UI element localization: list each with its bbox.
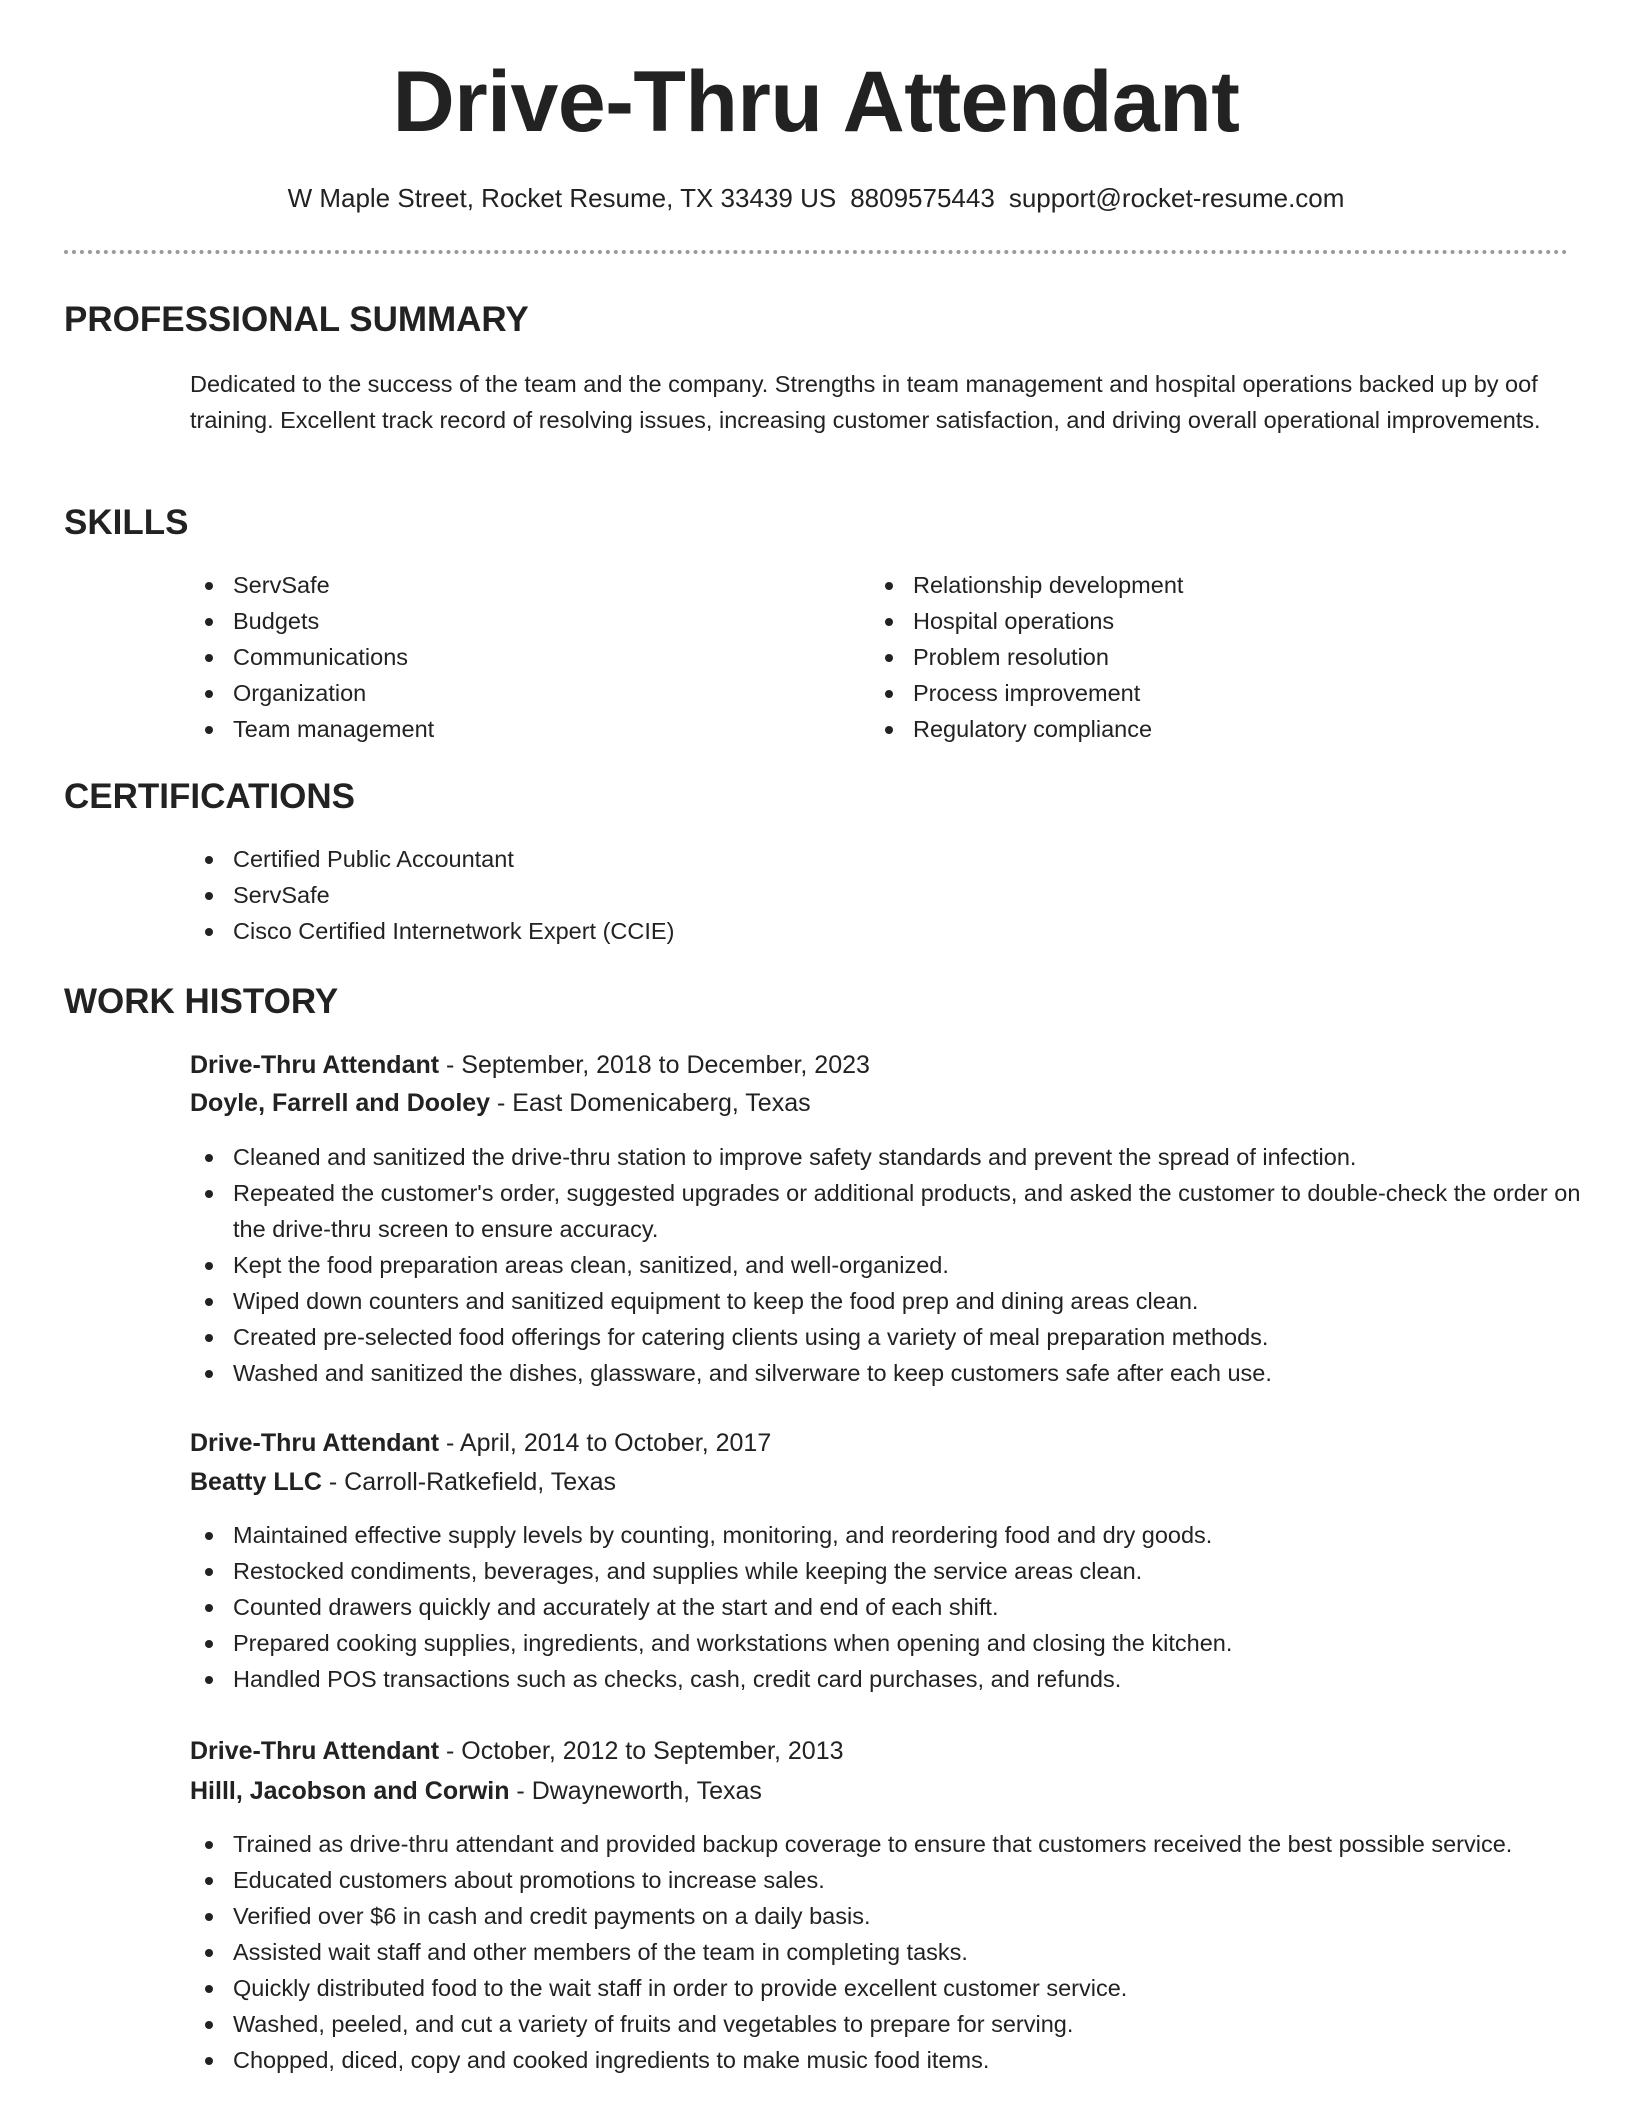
job-location: - Dwayneworth, Texas — [509, 1777, 762, 1805]
job-bullet: Assisted wait staff and other members of the team in completing tasks. — [233, 1934, 1603, 1970]
section-title-skills: SKILLS — [64, 503, 189, 542]
contact-address: W Maple Street, Rocket Resume, TX 33439 US — [287, 183, 837, 213]
skill-item: Budgets — [233, 603, 853, 639]
certification-item: Cisco Certified Internetwork Expert (CCIE) — [233, 913, 1603, 949]
skill-item: Hospital operations — [913, 603, 1593, 639]
skill-item: Team management — [233, 711, 853, 747]
job-bullet: Verified over $6 in cash and credit payments on a daily basis. — [233, 1898, 1603, 1934]
header-divider — [64, 250, 1568, 254]
section-title-work-history: WORK HISTORY — [64, 982, 339, 1021]
certification-item: Certified Public Accountant — [233, 841, 1603, 877]
contact-line — [0, 180, 1632, 216]
job-bullet: Created pre-selected food offerings for catering clients using a variety of meal preparation methods. — [233, 1319, 1603, 1355]
job-bullet: Washed, peeled, and cut a variety of fruits and vegetables to prepare for serving. — [233, 2006, 1603, 2042]
job-dates: - April, 2014 to October, 2017 — [439, 1429, 772, 1457]
job-bullet: Restocked condiments, beverages, and supplies while keeping the service areas clean. — [233, 1553, 1603, 1589]
certifications-list — [190, 841, 1603, 949]
section-title-summary: PROFESSIONAL SUMMARY — [64, 300, 529, 339]
skill-item: Relationship development — [913, 567, 1593, 603]
skill-item: Problem resolution — [913, 639, 1593, 675]
job-company: Hilll, Jacobson and Corwin — [190, 1777, 510, 1805]
job-bullet: Wiped down counters and sanitized equipment to keep the food prep and dining areas clean. — [233, 1283, 1603, 1319]
job-bullet: Chopped, diced, copy and cooked ingredients to make music food items. — [233, 2042, 1603, 2078]
section-title-certifications: CERTIFICATIONS — [64, 777, 356, 816]
job-bullet: Prepared cooking supplies, ingredients, and workstations when opening and closing the kitchen. — [233, 1625, 1603, 1661]
job-company: Beatty LLC — [190, 1468, 322, 1496]
skill-item: ServSafe — [233, 567, 853, 603]
job-role: Drive-Thru Attendant — [190, 1737, 440, 1765]
job-bullet: Educated customers about promotions to increase sales. — [233, 1862, 1603, 1898]
skills-list-left — [190, 567, 853, 747]
job-dates: - September, 2018 to December, 2023 — [439, 1051, 870, 1079]
contact-email: support@rocket-resume.com — [1008, 183, 1345, 213]
job-bullet: Kept the food preparation areas clean, sanitized, and well-organized. — [233, 1247, 1603, 1283]
job-bullet: Handled POS transactions such as checks, cash, credit card purchases, and refunds. — [233, 1661, 1603, 1697]
job-bullets — [190, 1826, 1603, 2078]
contact-phone: 8809575443 — [850, 183, 995, 213]
job-company-line — [190, 1084, 811, 1122]
job-role: Drive-Thru Attendant — [190, 1429, 440, 1457]
skill-item: Regulatory compliance — [913, 711, 1593, 747]
job-bullet: Counted drawers quickly and accurately at the start and end of each shift. — [233, 1589, 1603, 1625]
job-bullet: Maintained effective supply levels by counting, monitoring, and reordering food and dry goods. — [233, 1517, 1603, 1553]
job-role: Drive-Thru Attendant — [190, 1051, 440, 1079]
job-location: - Carroll-Ratkefield, Texas — [321, 1468, 617, 1496]
job-company-line — [190, 1463, 616, 1501]
certification-item: ServSafe — [233, 877, 1603, 913]
job-company: Doyle, Farrell and Dooley — [190, 1089, 491, 1117]
resume-name: Drive-Thru Attendant — [392, 54, 1240, 150]
job-bullets — [190, 1139, 1603, 1391]
job-bullet: Trained as drive-thru attendant and provided backup coverage to ensure that customers received the best possible service. — [233, 1826, 1603, 1862]
job-title-line — [190, 1424, 771, 1462]
summary-text: Dedicated to the success of the team and the company. Strengths in team management and hospital operations backed up by oof training. Excellent track record of resolving issues, increasing customer satisfaction, and driving overall operational improvements. — [190, 371, 1541, 433]
job-location: - East Domenicaberg, Texas — [490, 1089, 811, 1117]
job-dates: - October, 2012 to September, 2013 — [439, 1737, 844, 1765]
job-bullet: Repeated the customer's order, suggested upgrades or additional products, and asked the customer to double-check the order on the drive-thru screen to ensure accuracy. — [233, 1175, 1603, 1247]
skill-item: Organization — [233, 675, 853, 711]
job-bullet: Cleaned and sanitized the drive-thru station to improve safety standards and prevent the spread of infection. — [233, 1139, 1603, 1175]
job-bullet: Quickly distributed food to the wait staff in order to provide excellent customer service. — [233, 1970, 1603, 2006]
skill-item: Communications — [233, 639, 853, 675]
job-title-line — [190, 1732, 844, 1770]
job-company-line — [190, 1772, 762, 1810]
job-title-line — [190, 1046, 870, 1084]
skills-list-right — [870, 567, 1593, 747]
job-bullet: Washed and sanitized the dishes, glassware, and silverware to keep customers safe after each use. — [233, 1355, 1603, 1391]
skill-item: Process improvement — [913, 675, 1593, 711]
job-bullets — [190, 1517, 1603, 1697]
